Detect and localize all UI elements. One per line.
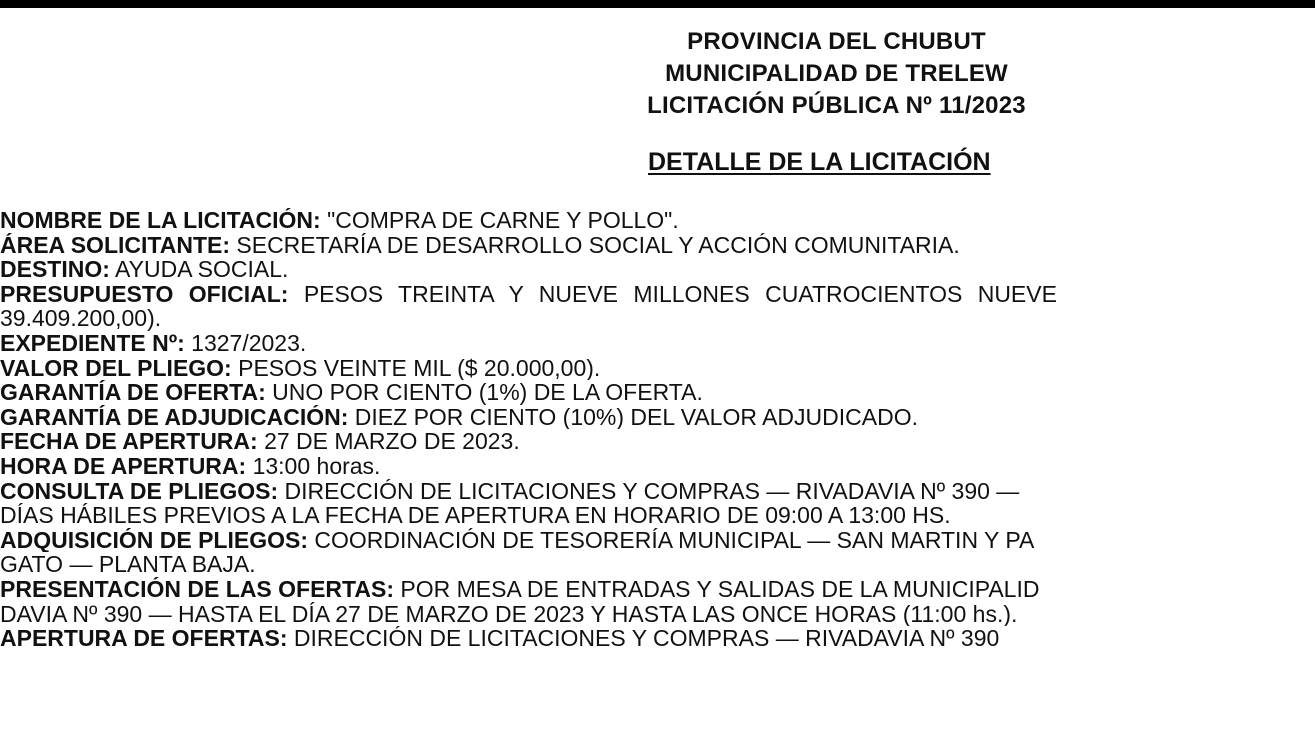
row-label: GARANTÍA DE ADJUDICACIÓN:	[0, 404, 349, 430]
document-header	[0, 26, 1315, 122]
row-value: 13:00 horas.	[246, 453, 381, 479]
row-label: PRESUPUESTO OFICIAL:	[0, 281, 289, 307]
row-label: ADQUISICIÓN DE PLIEGOS:	[0, 527, 308, 553]
detail-row	[0, 528, 1315, 553]
detail-row	[0, 429, 1315, 454]
tender-details	[0, 208, 1315, 651]
detail-row	[0, 602, 1315, 627]
province-heading: PROVINCIA DEL CHUBUT	[687, 28, 986, 55]
detail-row	[0, 503, 1315, 528]
row-value: DIRECCIÓN DE LICITACIONES Y COMPRAS — RIVADAVIA Nº 390	[287, 626, 1000, 651]
detail-row	[0, 454, 1315, 479]
row-label: ÁREA SOLICITANTE:	[0, 232, 230, 258]
detail-row	[0, 331, 1315, 356]
detail-row	[0, 405, 1315, 430]
row-label: HORA DE APERTURA:	[0, 453, 247, 479]
tender-number-heading: LICITACIÓN PÚBLICA Nº 11/2023	[647, 92, 1026, 119]
row-value: AYUDA SOCIAL.	[109, 257, 289, 282]
row-value: "COMPRA DE CARNE Y POLLO".	[320, 208, 679, 233]
detail-row	[0, 356, 1315, 381]
row-value: PESOS TREINTA Y NUEVE MILLONES CUATROCIENTOS NUEVE	[288, 281, 1057, 307]
row-value: DÍAS HÁBILES PREVIOS A LA FECHA DE APERTURA EN HORARIO DE 09:00 A 13:00 HS.	[0, 503, 951, 528]
row-value: DIEZ POR CIENTO (10%) DEL VALOR ADJUDICADO.	[348, 404, 918, 430]
row-value: PESOS VEINTE MIL ($ 20.000,00).	[231, 355, 601, 381]
row-label: CONSULTA DE PLIEGOS:	[0, 478, 279, 504]
row-value: DIRECCIÓN DE LICITACIONES Y COMPRAS — RIVADAVIA Nº 390 —	[278, 478, 1020, 504]
municipality-heading: MUNICIPALIDAD DE TRELEW	[665, 60, 1008, 87]
row-label: VALOR DEL PLIEGO:	[0, 355, 232, 381]
row-value: 39.409.200,00).	[0, 306, 162, 331]
row-label: APERTURA DE OFERTAS:	[0, 626, 288, 651]
detail-row	[0, 626, 1315, 651]
detail-row	[0, 577, 1315, 602]
row-value: 27 DE MARZO DE 2023.	[257, 429, 520, 454]
row-value: COORDINACIÓN DE TESORERÍA MUNICIPAL — SAN MARTIN Y PA	[307, 527, 1035, 553]
row-label: FECHA DE APERTURA:	[0, 429, 258, 454]
row-value: GATO — PLANTA BAJA.	[0, 552, 256, 577]
detail-row	[0, 552, 1315, 577]
row-label: DESTINO:	[0, 257, 110, 282]
detail-row	[0, 233, 1315, 258]
detail-row	[0, 306, 1315, 331]
detail-row	[0, 257, 1315, 282]
row-label: NOMBRE DE LA LICITACIÓN:	[0, 208, 321, 233]
section-title: DETALLE DE LA LICITACIÓN	[648, 148, 991, 176]
detail-row	[0, 208, 1315, 233]
row-value: UNO POR CIENTO (1%) DE LA OFERTA.	[265, 380, 703, 405]
detail-row	[0, 380, 1315, 405]
row-value: POR MESA DE ENTRADAS Y SALIDAS DE LA MUNICIPALID	[394, 576, 1040, 602]
row-value: SECRETARÍA DE DESARROLLO SOCIAL Y ACCIÓN COMUNITARIA.	[230, 232, 960, 258]
row-label: GARANTÍA DE OFERTA:	[0, 380, 266, 405]
row-label: PRESENTACIÓN DE LAS OFERTAS:	[0, 576, 394, 602]
detail-row	[0, 479, 1315, 504]
row-value: 1327/2023.	[184, 330, 307, 356]
row-value: DAVIA Nº 390 — HASTA EL DÍA 27 DE MARZO DE 2023 Y HASTA LAS ONCE HORAS (11:00 hs.).	[0, 601, 1018, 627]
row-label: EXPEDIENTE Nº:	[0, 330, 185, 356]
top-border-rule	[0, 0, 1315, 8]
detail-row	[0, 282, 1315, 307]
